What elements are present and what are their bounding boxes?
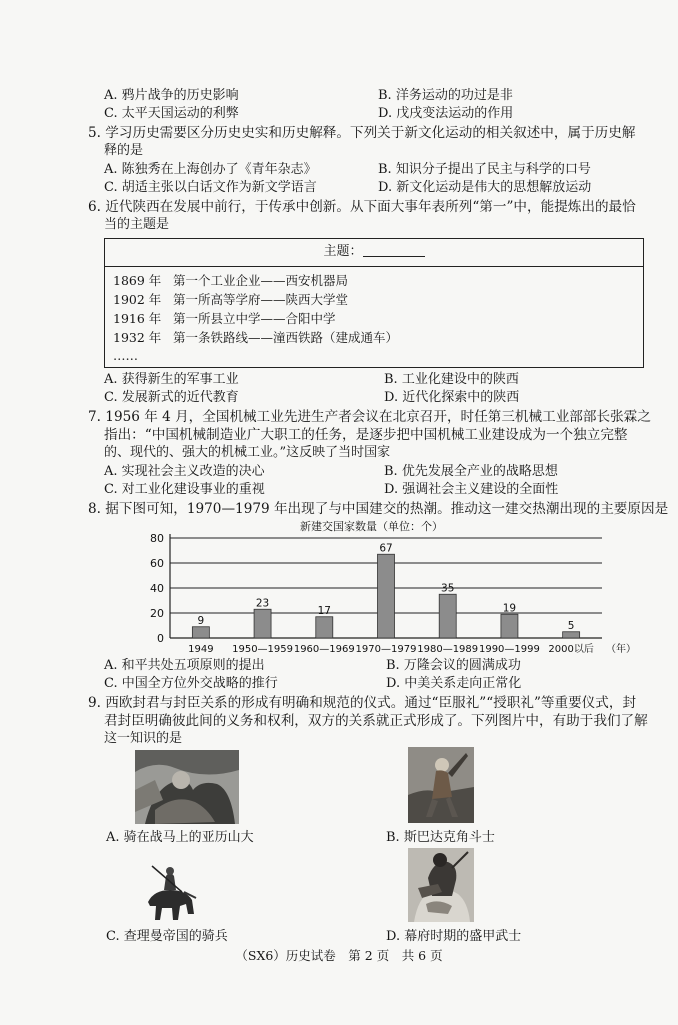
page-footer: （SX6）历史试卷 第 2 页 共 6 页 [235,948,443,963]
q6-stem-line1: 6. 近代陕西在发展中前行，于传承中创新。从下面大事年表所列“第一”中，能提炼出的最恰 [88,199,636,215]
chart-bar [254,609,271,638]
q5-option-a[interactable]: A. 陈独秀在上海创办了《青年杂志》 [104,162,317,177]
q6-option-d[interactable]: D. 近代化探索中的陕西 [384,390,520,405]
q5-option-b[interactable]: B. 知识分子提出了民主与科学的口号 [378,162,591,177]
x-tick-label: 1950—1959 [232,644,294,655]
q8-option-a[interactable]: A. 和平共处五项原则的提出 [104,658,265,673]
samurai-armor-picture[interactable] [408,848,474,922]
q7-option-c[interactable]: C. 对工业化建设事业的重视 [104,482,265,497]
q9-option-d[interactable]: D. 幕府时期的盛甲武士 [386,929,522,944]
q6-option-b[interactable]: B. 工业化建设中的陕西 [384,372,519,387]
bar-value-label: 23 [255,597,270,610]
q4-option-a[interactable]: A. 鸦片战争的历史影响 [104,88,239,103]
q9-stem-line1: 9. 西欧封君与封臣关系的形成有明确和规范的仪式。通过“臣服礼”“授职礼”等重要仪式，封 [88,695,637,711]
x-tick-label: 1990—1999 [478,644,540,655]
q7-stem-line1: 7. 1956 年 4 月，全国机械工业先进生产者会议在北京召开，时任第三机械工业部部长张霖之 [88,409,651,425]
chart-bar [378,554,395,638]
chart-bar [501,614,518,638]
chart-bar [192,627,209,638]
timeline-row: 1902 年 第一所高等学府——陕西大学堂 [113,292,349,307]
theme-blank [363,243,425,257]
q4-option-b[interactable]: B. 洋务运动的功过是非 [378,88,513,103]
y-tick-label: 0 [157,632,164,645]
x-tick-label: 1949 [188,644,214,655]
x-tick-label: 1960—1969 [293,644,355,655]
q8-option-d[interactable]: D. 中美关系走向正常化 [386,676,522,691]
chart-title: 新建交国家数量（单位：个） [300,520,443,533]
q8-option-b[interactable]: B. 万隆会议的圆满成功 [386,658,521,673]
q4-option-d[interactable]: D. 戊戌变法运动的作用 [378,106,514,121]
q9-option-b[interactable]: B. 斯巴达克角斗士 [386,830,495,845]
diplomacy-bar-chart [140,518,636,658]
q5-option-d[interactable]: D. 新文化运动是伟大的思想解放运动 [378,180,592,195]
q5-stem-line2: 释的是 [104,143,144,158]
chart-bar [316,617,333,638]
bar-value-label: 67 [379,542,393,555]
q8-option-c[interactable]: C. 中国全方位外交战略的推行 [104,676,278,691]
y-tick-label: 20 [150,607,164,620]
timeline-row: 1932 年 第一条铁路线——潼西铁路（建成通车） [113,330,399,345]
q7-option-d[interactable]: D. 强调社会主义建设的全面性 [384,482,559,497]
bar-value-label: 9 [197,614,205,627]
y-tick-label: 60 [150,557,164,570]
timeline-ellipsis: …… [113,348,138,363]
q9-stem-line2: 君封臣明确彼此间的义务和权利，双方的关系就正式形成了。下列图片中，有助于我们了解 [104,713,648,729]
q6-option-a[interactable]: A. 获得新生的军事工业 [104,372,239,387]
alexander-horse-picture[interactable] [135,750,239,824]
x-tick-label: 1970—1979 [355,644,417,655]
theme-label: 主题： [323,244,363,259]
q5-option-c[interactable]: C. 胡适主张以白话文作为新文学语言 [104,180,317,195]
q6-option-c[interactable]: C. 发展新式的近代教育 [104,390,239,405]
q4-option-c[interactable]: C. 太平天国运动的利弊 [104,106,239,121]
chart-bar [439,594,456,638]
bar-value-label: 35 [441,582,455,595]
timeline-row: 1916 年 第一所县立中学——合阳中学 [113,311,336,326]
timeline-row: 1869 年 第一个工业企业——西安机器局 [113,273,349,288]
q9-option-c[interactable]: C. 查理曼帝国的骑兵 [106,929,228,944]
q7-option-a[interactable]: A. 实现社会主义改造的决心 [104,464,265,479]
q8-stem-line1: 8. 据下图可知，1970—1979 年出现了与中国建交的热潮。推动这一建交热潮出现的主要原因是 [88,501,669,517]
x-tick-label: 2000以后 [548,644,594,655]
bar-value-label: 5 [567,619,575,632]
q7-option-b[interactable]: B. 优先发展全产业的战略思想 [384,464,558,479]
q6-stem-line2: 当的主题是 [104,217,170,232]
timeline-table [104,238,644,368]
q7-stem-line3: 的、现代的、强大的机械工业。”这反映了当时国家 [104,445,391,460]
chart-canvas [140,518,636,658]
theme-header [105,239,643,267]
bar-value-label: 19 [502,602,517,615]
charlemagne-cavalry-picture[interactable] [140,862,200,924]
y-tick-label: 40 [150,582,164,595]
x-axis-label: （年） [606,644,636,655]
q9-stem-line3: 这一知识的是 [104,731,183,746]
bar-value-label: 17 [317,604,331,617]
chart-bar [563,632,580,638]
q7-stem-line2: 指出：“中国机械制造业广大职工的任务，是逐步把中国机械工业建设成为一个独立完整 [104,427,628,443]
q9-option-a[interactable]: A. 骑在战马上的亚历山大 [106,830,254,845]
y-tick-label: 80 [150,532,164,545]
spartacus-gladiator-picture[interactable] [408,747,474,823]
q5-stem-line1: 5. 学习历史需要区分历史史实和历史解释。下列关于新文化运动的相关叙述中，属于历史解 [88,125,636,141]
x-tick-label: 1980—1989 [417,644,479,655]
